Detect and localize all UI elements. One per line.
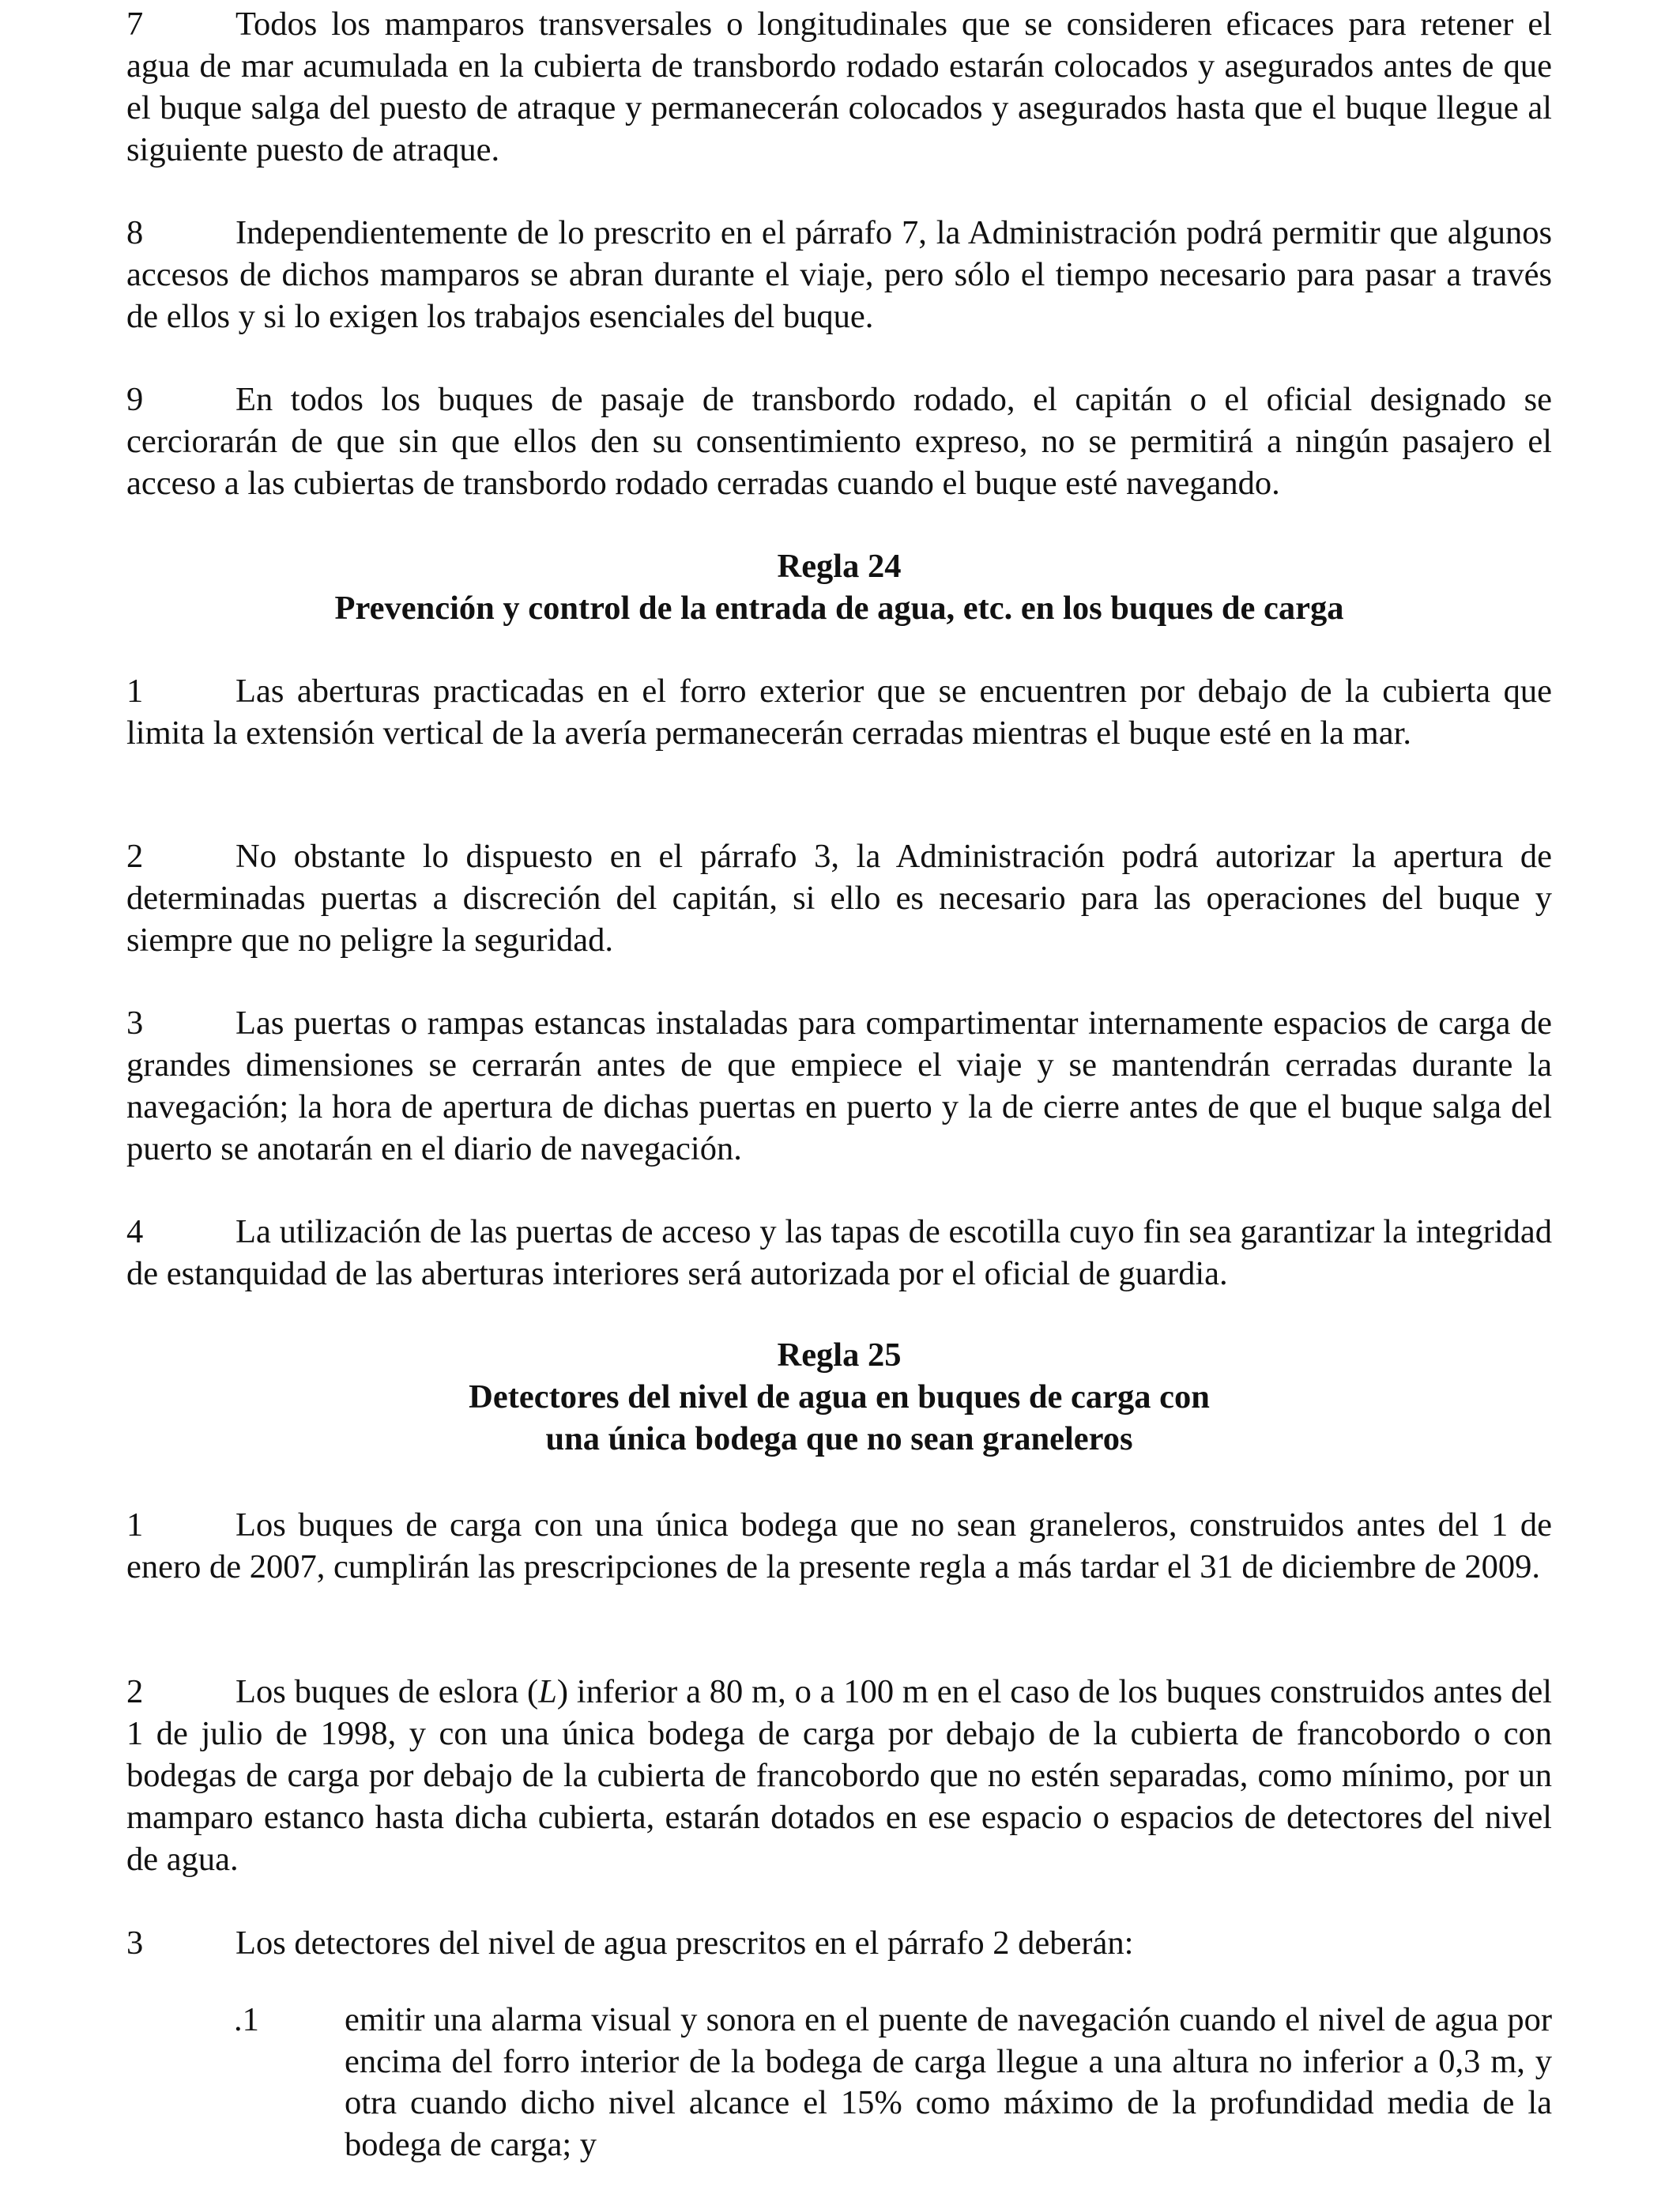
- paragraph-text: Independientemente de lo prescrito en el párrafo 7, la Administración podrá permitir que algunos accesos de dichos mamparos se abran durante el viaje, pero sólo el tiempo necesario para pasar a través de ellos y si lo exigen los trabajos esenciales del buque.: [126, 214, 1552, 335]
- regla-24-paragraph-1: [126, 670, 1552, 754]
- paragraph-9: [126, 379, 1552, 504]
- paragraph-number: 1: [126, 673, 144, 710]
- paragraph-text: La utilización de las puertas de acceso y las tapas de escotilla cuyo fin sea garantizar la integridad de estanquidad de las aberturas interiores será autorizada por el oficial de guardia.: [126, 1213, 1552, 1292]
- paragraph-text: No obstante lo dispuesto en el párrafo 3, la Administración podrá autorizar la apertura de determinadas puertas a discreción del capitán, si ello es necesario para las operaciones del buque y siempre que no peligre la seguridad.: [126, 838, 1552, 959]
- paragraph-text: Los detectores del nivel de agua prescritos en el párrafo 2 deberán:: [235, 1924, 1134, 1962]
- paragraph-number: 3: [126, 1924, 144, 1962]
- regla-25-paragraph-2: [126, 1671, 1552, 1880]
- paragraph-text-before: Los buques de eslora (: [235, 1673, 539, 1710]
- paragraph-7: [126, 3, 1552, 171]
- paragraph-number: 8: [126, 214, 144, 251]
- regla-24-subtitle: Prevención y control de la entrada de agua, etc. en los buques de carga: [334, 590, 1344, 627]
- paragraph-text: En todos los buques de pasaje de transbordo rodado, el capitán o el oficial designado se cerciorarán de que sin que ellos den su consentimiento expreso, no se permitirá a ningún pasajero el acceso a las cubiertas de transbordo rodado cerradas cuando el buque esté navegando.: [126, 381, 1552, 502]
- subitem-text: emitir una alarma visual y sonora en el puente de navegación cuando el nivel de agua por encima del forro interior de la bodega de carga llegue a una altura no inferior a 0,3 m, y otra cuando dicho nivel alcance el 15% como máximo de la profundidad media de la bodega de carga; y: [345, 2001, 1552, 2163]
- regla-24-heading: [126, 545, 1552, 629]
- regla-24-paragraph-3: [126, 1002, 1552, 1170]
- regla-24-paragraph-4: [126, 1211, 1552, 1295]
- paragraph-text: Las puertas o rampas estancas instaladas para compartimentar internamente espacios de carga de grandes dimensiones se cerrarán antes de que empiece el viaje y se mantendrán cerradas durante la navegación; la hora de apertura de dichas puertas en puerto y la de cierre antes de que el buque salga del puerto se anotarán en el diario de navegación.: [126, 1005, 1552, 1167]
- paragraph-text: Todos los mamparos transversales o longitudinales que se consideren eficaces para retener el agua de mar acumulada en la cubierta de transbordo rodado estarán colocados y asegurados antes de que el buque salga del puesto de atraque y permanecerán colocados y asegurados hasta que el buque llegue al siguiente puesto de atraque.: [126, 6, 1552, 168]
- paragraph-number: 2: [126, 1673, 144, 1710]
- paragraph-text-italic: L: [538, 1673, 557, 1710]
- regla-25-paragraph-1: [126, 1504, 1552, 1588]
- paragraph-text-after: ) inferior a 80 m, o a 100 m en el caso de los buques construidos antes del 1 de julio de 1998, y con una única bodega de carga por debajo de la cubierta de francobordo o con bodegas de carga por debajo de la cubierta de francobordo que no estén separadas, como mínimo, por un mamparo estanco hasta dicha cubierta, estarán dotados en ese espacio o espacios de detectores del nivel de agua.: [126, 1673, 1552, 1878]
- paragraph-number: 9: [126, 381, 144, 418]
- paragraph-8: [126, 212, 1552, 337]
- paragraph-text: Las aberturas practicadas en el forro exterior que se encuentren por debajo de la cubierta que limita la extensión vertical de la avería permanecerán cerradas mientras el buque esté en la mar.: [126, 673, 1552, 752]
- regla-25-paragraph-3: [126, 1922, 1552, 1964]
- regla-24-title: Regla 24: [777, 548, 902, 585]
- regla-25-heading: [126, 1334, 1552, 1460]
- paragraph-number: 2: [126, 838, 144, 875]
- paragraph-number: 3: [126, 1005, 144, 1042]
- paragraph-number: 4: [126, 1213, 144, 1250]
- paragraph-text: Los buques de carga con una única bodega que no sean graneleros, construidos antes del 1 de enero de 2007, cumplirán las prescripciones de la presente regla a más tardar el 31 de diciembre de 2009.: [126, 1506, 1552, 1585]
- regla-24-paragraph-2: [126, 835, 1552, 961]
- subitem-number: .1: [234, 2001, 259, 2038]
- paragraph-number: 1: [126, 1506, 144, 1544]
- regla-25-subtitle-line-2: una única bodega que no sean graneleros: [545, 1420, 1133, 1457]
- regla-25-title: Regla 25: [777, 1336, 902, 1374]
- regla-25-subtitle-line-1: Detectores del nivel de agua en buques de carga con: [469, 1378, 1210, 1416]
- regla-25-subitem-1: [234, 2000, 1552, 2166]
- paragraph-number: 7: [126, 6, 144, 43]
